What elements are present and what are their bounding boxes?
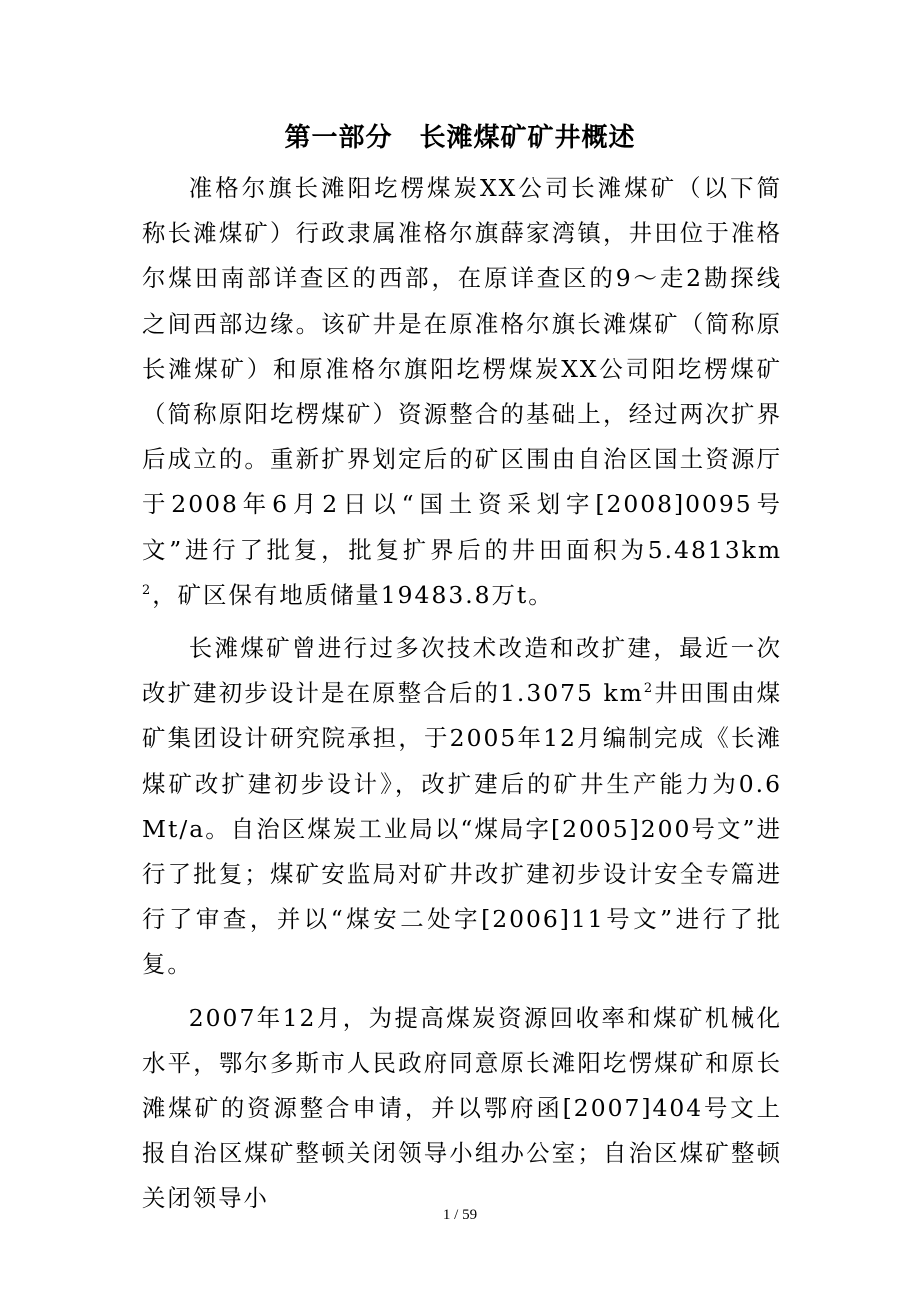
document-body [142, 166, 782, 1222]
paragraph-1-text-after: ，矿区保有地质储量19483.8万t。 [152, 580, 554, 609]
paragraph-3-text: 2007年12月，为提高煤炭资源回收率和煤矿机械化水平，鄂尔多斯市人民政府同意原长滩阳圪愣煤矿和原长滩煤矿的资源整合申请，并以鄂府函[2007]404号文上报自治区煤矿整顿关闭领导小组办公室；自治区煤矿整顿关闭领导小 [142, 1003, 782, 1213]
paragraph-1-superscript: 2 [142, 582, 153, 598]
page-number: 1 / 59 [442, 1207, 478, 1223]
paragraph-3 [142, 996, 782, 1222]
paragraph-1 [142, 166, 782, 618]
page-title: 第一部分 长滩煤矿矿井概述 [284, 123, 636, 153]
paragraph-1-text: 准格尔旗长滩阳圪楞煤炭XX公司长滩煤矿（以下简称长滩煤矿）行政隶属准格尔旗薛家湾镇，井田位于准格尔煤田南部详查区的西部，在原详查区的9～走2勘探线之间西部边缘。该矿井是在原准格尔旗长滩煤矿（简称原长滩煤矿）和原准格尔旗阳圪楞煤炭XX公司阳圪楞煤矿（简称原阳圪楞煤矿）资源整合的基础上，经过两次扩界后成立的。重新扩界划定后的矿区围由自治区国土资源厅于2008年6月2日以“国土资采划字[2008]0095号文”进行了批复，批复扩界后的井田面积为5.4813km [142, 174, 782, 564]
paragraph-2-superscript: 2 [643, 681, 655, 697]
paragraph-2-text-after: 井田围由煤矿集团设计研究院承担，于2005年12月编制完成《长滩煤矿改扩建初步设计》，改扩建后的矿井生产能力为0.6 Mt/a。自治区煤炭工业局以“煤局字[2005]200号文”进行了批复；煤矿安监局对矿井改扩建初步设计安全专篇进行了审查，并以“煤安二处字[2006]11号文”进行了批复。 [142, 679, 782, 979]
paragraph-2 [142, 626, 782, 988]
paragraph-2-text: 长滩煤矿曾进行过多次技术改造和改扩建，最近一次改扩建初步设计是在原整合后的1.3075 km [142, 634, 782, 708]
